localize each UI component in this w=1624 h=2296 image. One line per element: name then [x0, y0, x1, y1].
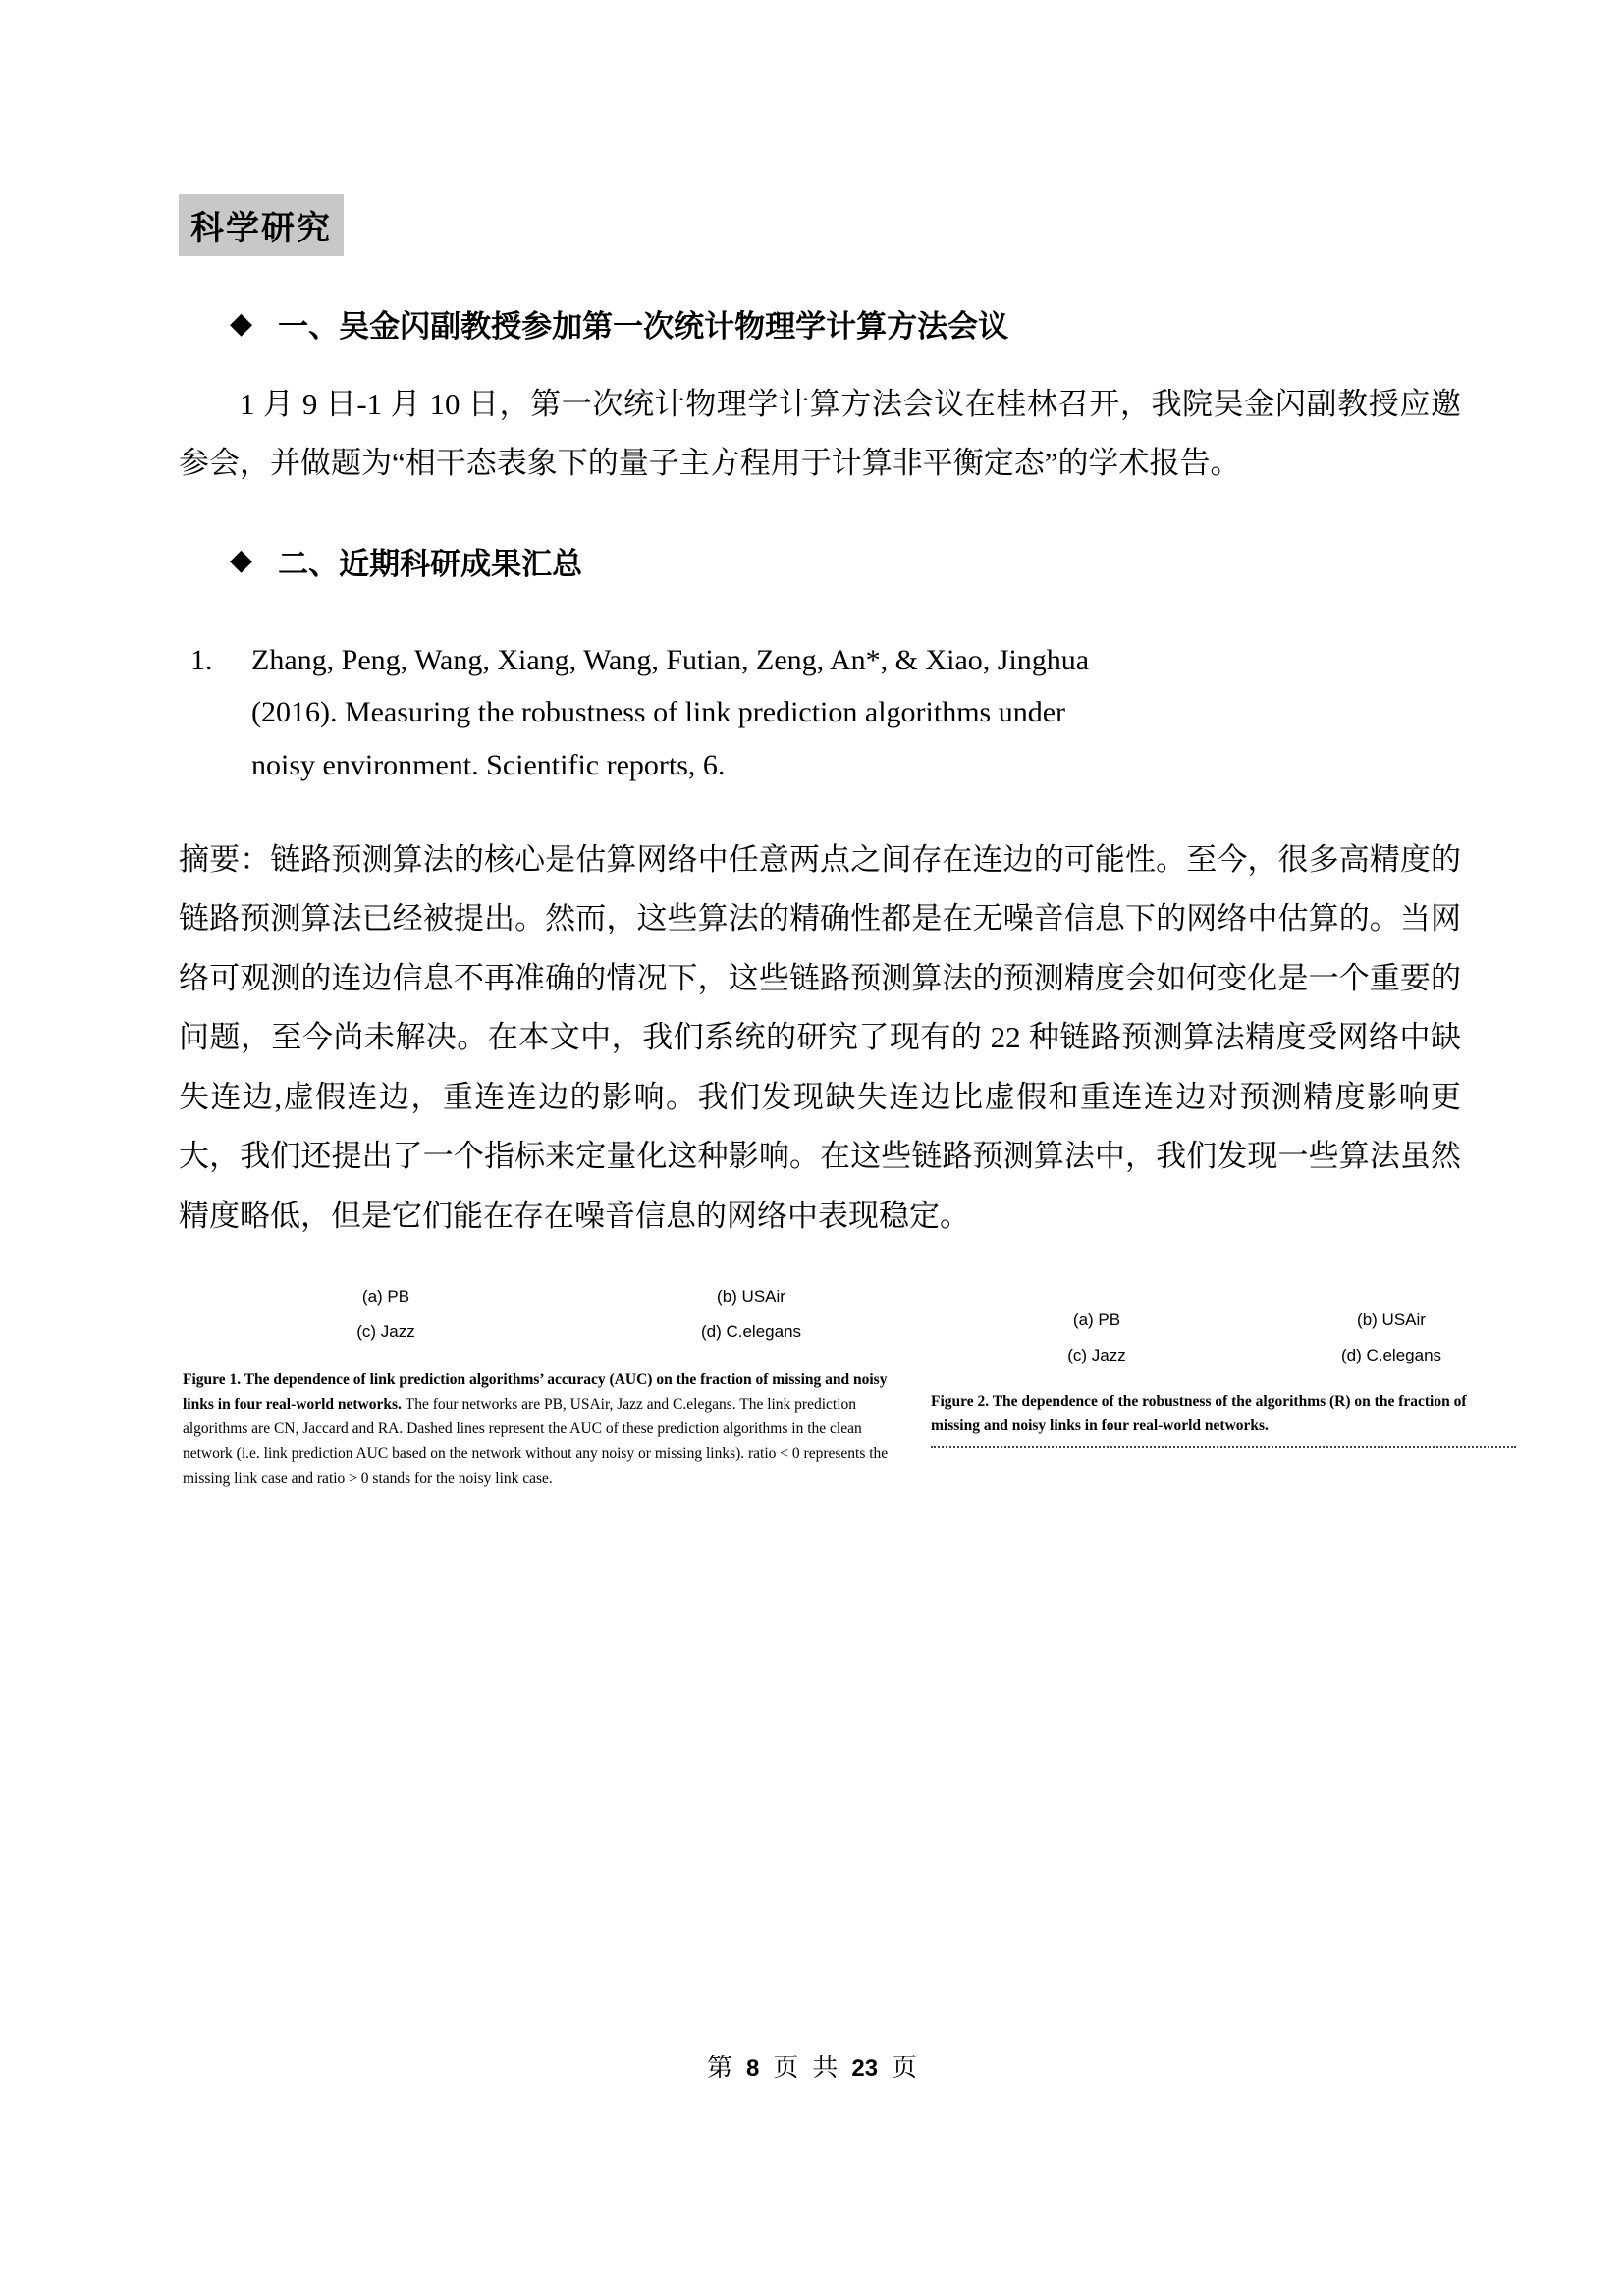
- citation-text: Zhang, Peng, Wang, Xiang, Wang, Futian, Zeng, An*, & Xiao, Jinghua (2016). Measuring the robustness of link prediction algorithms under noisy environment. Scientific reports, 6.: [251, 643, 1090, 781]
- footer-label: 页: [892, 2054, 918, 2082]
- abstract-paragraph: 摘要：链路预测算法的核心是估算网络中任意两点之间存在连边的可能性。至今，很多高精度的链路预测算法已经被提出。然而，这些算法的精确性都是在无噪音信息下的网络中估算的。当网络可观测的连边信息不再准确的情况下，这些链路预测算法的预测精度会如何变化是一个重要的问题，至今尚未解决。在本文中，我们系统的研究了现有的 22 种链路预测算法精度受网络中缺失连边,虚假连边，重连连边的影响。我们发现缺失连边比虚假和重连连边对预测精度影响更大，我们还提出了一个指标来定量化这种影响。在这些链路预测算法中，我们发现一些算法虽然精度略低，但是它们能在存在噪音信息的网络中表现稳定。: [179, 842, 1461, 1233]
- citation-number: 1.: [190, 643, 213, 676]
- panel-label: (c) Jazz: [1067, 1346, 1126, 1365]
- panel-label: (a) PB: [1072, 1310, 1121, 1330]
- figure1-caption-regular: The four networks are PB, USAir, Jazz and C.elegans. The link prediction algorithms are CN, Jaccard and RA. Dashed lines represent the AUC of these prediction algorithms in the clean network (i.e. link prediction AUC based on the network without any noisy or missing links). ratio < 0 represents the missing link case and ratio > 0 stands for the noisy link case.: [183, 1396, 889, 1487]
- chart-r-usair: [1225, 1308, 1520, 1330]
- chart-r-pb: [931, 1308, 1225, 1330]
- figure-2-charts: [931, 1308, 1520, 1379]
- chart-auc-celegans: [548, 1320, 913, 1342]
- chart-r-celegans: [1225, 1344, 1520, 1365]
- dotted-separator: [931, 1446, 1516, 1448]
- heading-1-text: 一、吴金闪副教授参加第一次统计物理学计算方法会议: [278, 309, 1009, 344]
- figure1-caption: [183, 1367, 911, 1491]
- figure-1: [183, 1285, 917, 1491]
- panel-label: (b) USAir: [717, 1287, 785, 1307]
- panel-label: (d) C.elegans: [1340, 1346, 1442, 1365]
- panel-label: (c) Jazz: [356, 1322, 415, 1342]
- footer-label: 页: [773, 2054, 799, 2082]
- figure2-caption-bold: Figure 2. The dependence of the robustness of the algorithms (R) on the fraction of missing and noisy links in four real-world networks.: [931, 1393, 1467, 1435]
- heading-1: [230, 301, 1461, 346]
- footer-label: 共: [812, 2054, 839, 2082]
- footer-label: 第: [706, 2054, 732, 2082]
- section-label: 科学研究: [179, 194, 344, 256]
- heading-2-text: 二、近期科研成果汇总: [278, 546, 583, 581]
- figures-row: [183, 1285, 1514, 1491]
- panel-label: (b) USAir: [1357, 1310, 1426, 1330]
- chart-auc-pb: [183, 1285, 548, 1307]
- diamond-bullet-icon: ◆: [230, 544, 253, 577]
- figure2-caption: [931, 1389, 1516, 1438]
- diamond-bullet-icon: ◆: [230, 306, 253, 340]
- chart-auc-jazz: [183, 1320, 548, 1342]
- chart-auc-usair: [548, 1285, 913, 1307]
- panel-label: (d) C.elegans: [700, 1322, 802, 1342]
- footer-total-pages: 23: [851, 2056, 879, 2082]
- footer-page-number: 8: [745, 2056, 760, 2082]
- panel-label: (a) PB: [361, 1287, 410, 1307]
- chart-r-jazz: [931, 1344, 1225, 1365]
- figure-1-charts: [183, 1285, 917, 1356]
- citation-item: [190, 634, 1461, 791]
- figure-2: [931, 1285, 1520, 1491]
- page-footer: [0, 2048, 1624, 2084]
- paragraph-conference: 1 月 9 日-1 月 10 日，第一次统计物理学计算方法会议在桂林召开，我院吴金闪副教授应邀参会，并做题为“相干态表象下的量子主方程用于计算非平衡定态”的学术报告。: [179, 387, 1461, 481]
- figure1-caption-bold: Figure 1. The dependence of link prediction algorithms’ accuracy (AUC) on the fraction of missing and noisy links in four real-world networks.: [183, 1371, 888, 1414]
- heading-2: [230, 539, 1461, 583]
